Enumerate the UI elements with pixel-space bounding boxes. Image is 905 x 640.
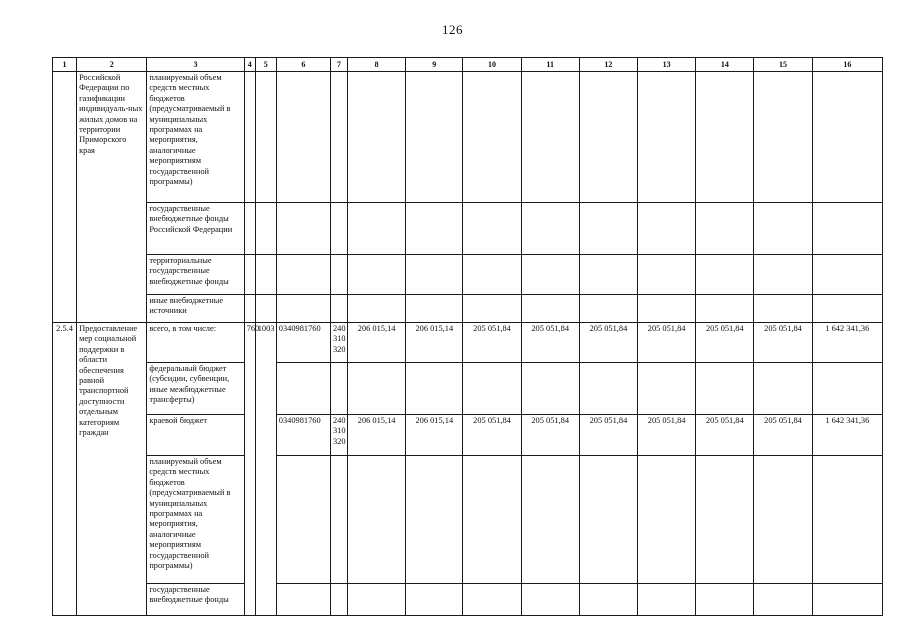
funding-source-cell: всего, в том числе: <box>147 323 244 363</box>
expense-type-cell <box>330 323 347 363</box>
table-row <box>53 72 883 203</box>
amount-cell: 205 051,84 <box>521 415 579 456</box>
column-header: 6 <box>276 58 330 72</box>
expense-type-code: 320 <box>332 436 346 446</box>
amount-cell: 205 051,84 <box>754 415 812 456</box>
column-header: 5 <box>255 58 276 72</box>
expense-type-code: 310 <box>332 426 346 436</box>
page-number: 126 <box>442 22 463 37</box>
cell-empty <box>53 72 77 323</box>
column-header: 7 <box>330 58 347 72</box>
amount-cell: 205 051,84 <box>754 323 812 363</box>
amount-cell: 206 015,14 <box>406 323 463 363</box>
column-header: 10 <box>463 58 521 72</box>
column-header: 11 <box>521 58 579 72</box>
table-row <box>53 584 883 616</box>
measure-name-cell: Российской Федерации по газификации индивидуаль-ных жилых домов на территории Приморского края <box>77 72 147 323</box>
section-code-cell: 1003 <box>255 323 276 616</box>
column-header: 13 <box>638 58 696 72</box>
column-header: 15 <box>754 58 812 72</box>
table-row <box>53 363 883 415</box>
grbs-code-cell: 760 <box>244 323 255 616</box>
item-number-cell: 2.5.4 <box>53 323 77 616</box>
amount-cell: 205 051,84 <box>579 415 637 456</box>
amount-cell: 205 051,84 <box>579 323 637 363</box>
program-table <box>52 57 883 616</box>
amount-cell: 206 015,14 <box>348 323 406 363</box>
amount-cell: 206 015,14 <box>406 415 463 456</box>
column-header: 9 <box>406 58 463 72</box>
amount-cell: 206 015,14 <box>348 415 406 456</box>
total-amount-cell: 1 642 341,36 <box>812 415 882 456</box>
table-row <box>53 203 883 255</box>
funding-source-cell: государственные внебюджетные фонды <box>147 584 244 616</box>
target-article-cell: 0340981760 <box>276 415 330 456</box>
column-header: 3 <box>147 58 244 72</box>
amount-cell: 205 051,84 <box>696 415 754 456</box>
total-amount-cell: 1 642 341,36 <box>812 323 882 363</box>
column-header: 12 <box>579 58 637 72</box>
expense-type-cell <box>330 415 347 456</box>
column-header: 2 <box>77 58 147 72</box>
amount-cell: 205 051,84 <box>638 323 696 363</box>
amount-cell: 205 051,84 <box>463 323 521 363</box>
column-header: 4 <box>244 58 255 72</box>
table-row <box>53 295 883 323</box>
column-header: 16 <box>812 58 882 72</box>
column-header: 1 <box>53 58 77 72</box>
table-row <box>53 323 883 363</box>
amount-cell: 205 051,84 <box>463 415 521 456</box>
funding-source-cell: иные внебюджетные источники <box>147 295 244 323</box>
table-row <box>53 415 883 456</box>
amount-cell: 205 051,84 <box>521 323 579 363</box>
funding-source-cell: планируемый объем средств местных бюджетов (предусматриваемый в муниципальных программах на мероприятия, аналогичные мероприятиям государственной программы) <box>147 456 244 584</box>
table-row <box>53 255 883 295</box>
table-row <box>53 456 883 584</box>
column-header: 14 <box>696 58 754 72</box>
funding-source-cell: федеральный бюджет (субсидии, субвенции, иные межбюджетные трансферты) <box>147 363 244 415</box>
funding-source-cell: краевой бюджет <box>147 415 244 456</box>
measure-name-cell: Предоставление мер социальной поддержки в области обеспечения равной транспортной доступности отдельным категориям граждан <box>77 323 147 616</box>
expense-type-code: 310 <box>332 334 346 344</box>
column-number-row <box>53 58 883 72</box>
column-header: 8 <box>348 58 406 72</box>
funding-source-cell: территориальные государственные внебюджетные фонды <box>147 255 244 295</box>
funding-source-cell: государственные внебюджетные фонды Российской Федерации <box>147 203 244 255</box>
funding-source-cell: планируемый объем средств местных бюджетов (предусматриваемый в муниципальных программах на мероприятия, аналогичные мероприятиям государственной программы) <box>147 72 244 203</box>
expense-type-code: 240 <box>332 324 346 333</box>
expense-type-code: 240 <box>332 416 346 425</box>
amount-cell: 205 051,84 <box>638 415 696 456</box>
target-article-cell: 0340981760 <box>276 323 330 363</box>
amount-cell: 205 051,84 <box>696 323 754 363</box>
expense-type-code: 320 <box>332 344 346 354</box>
